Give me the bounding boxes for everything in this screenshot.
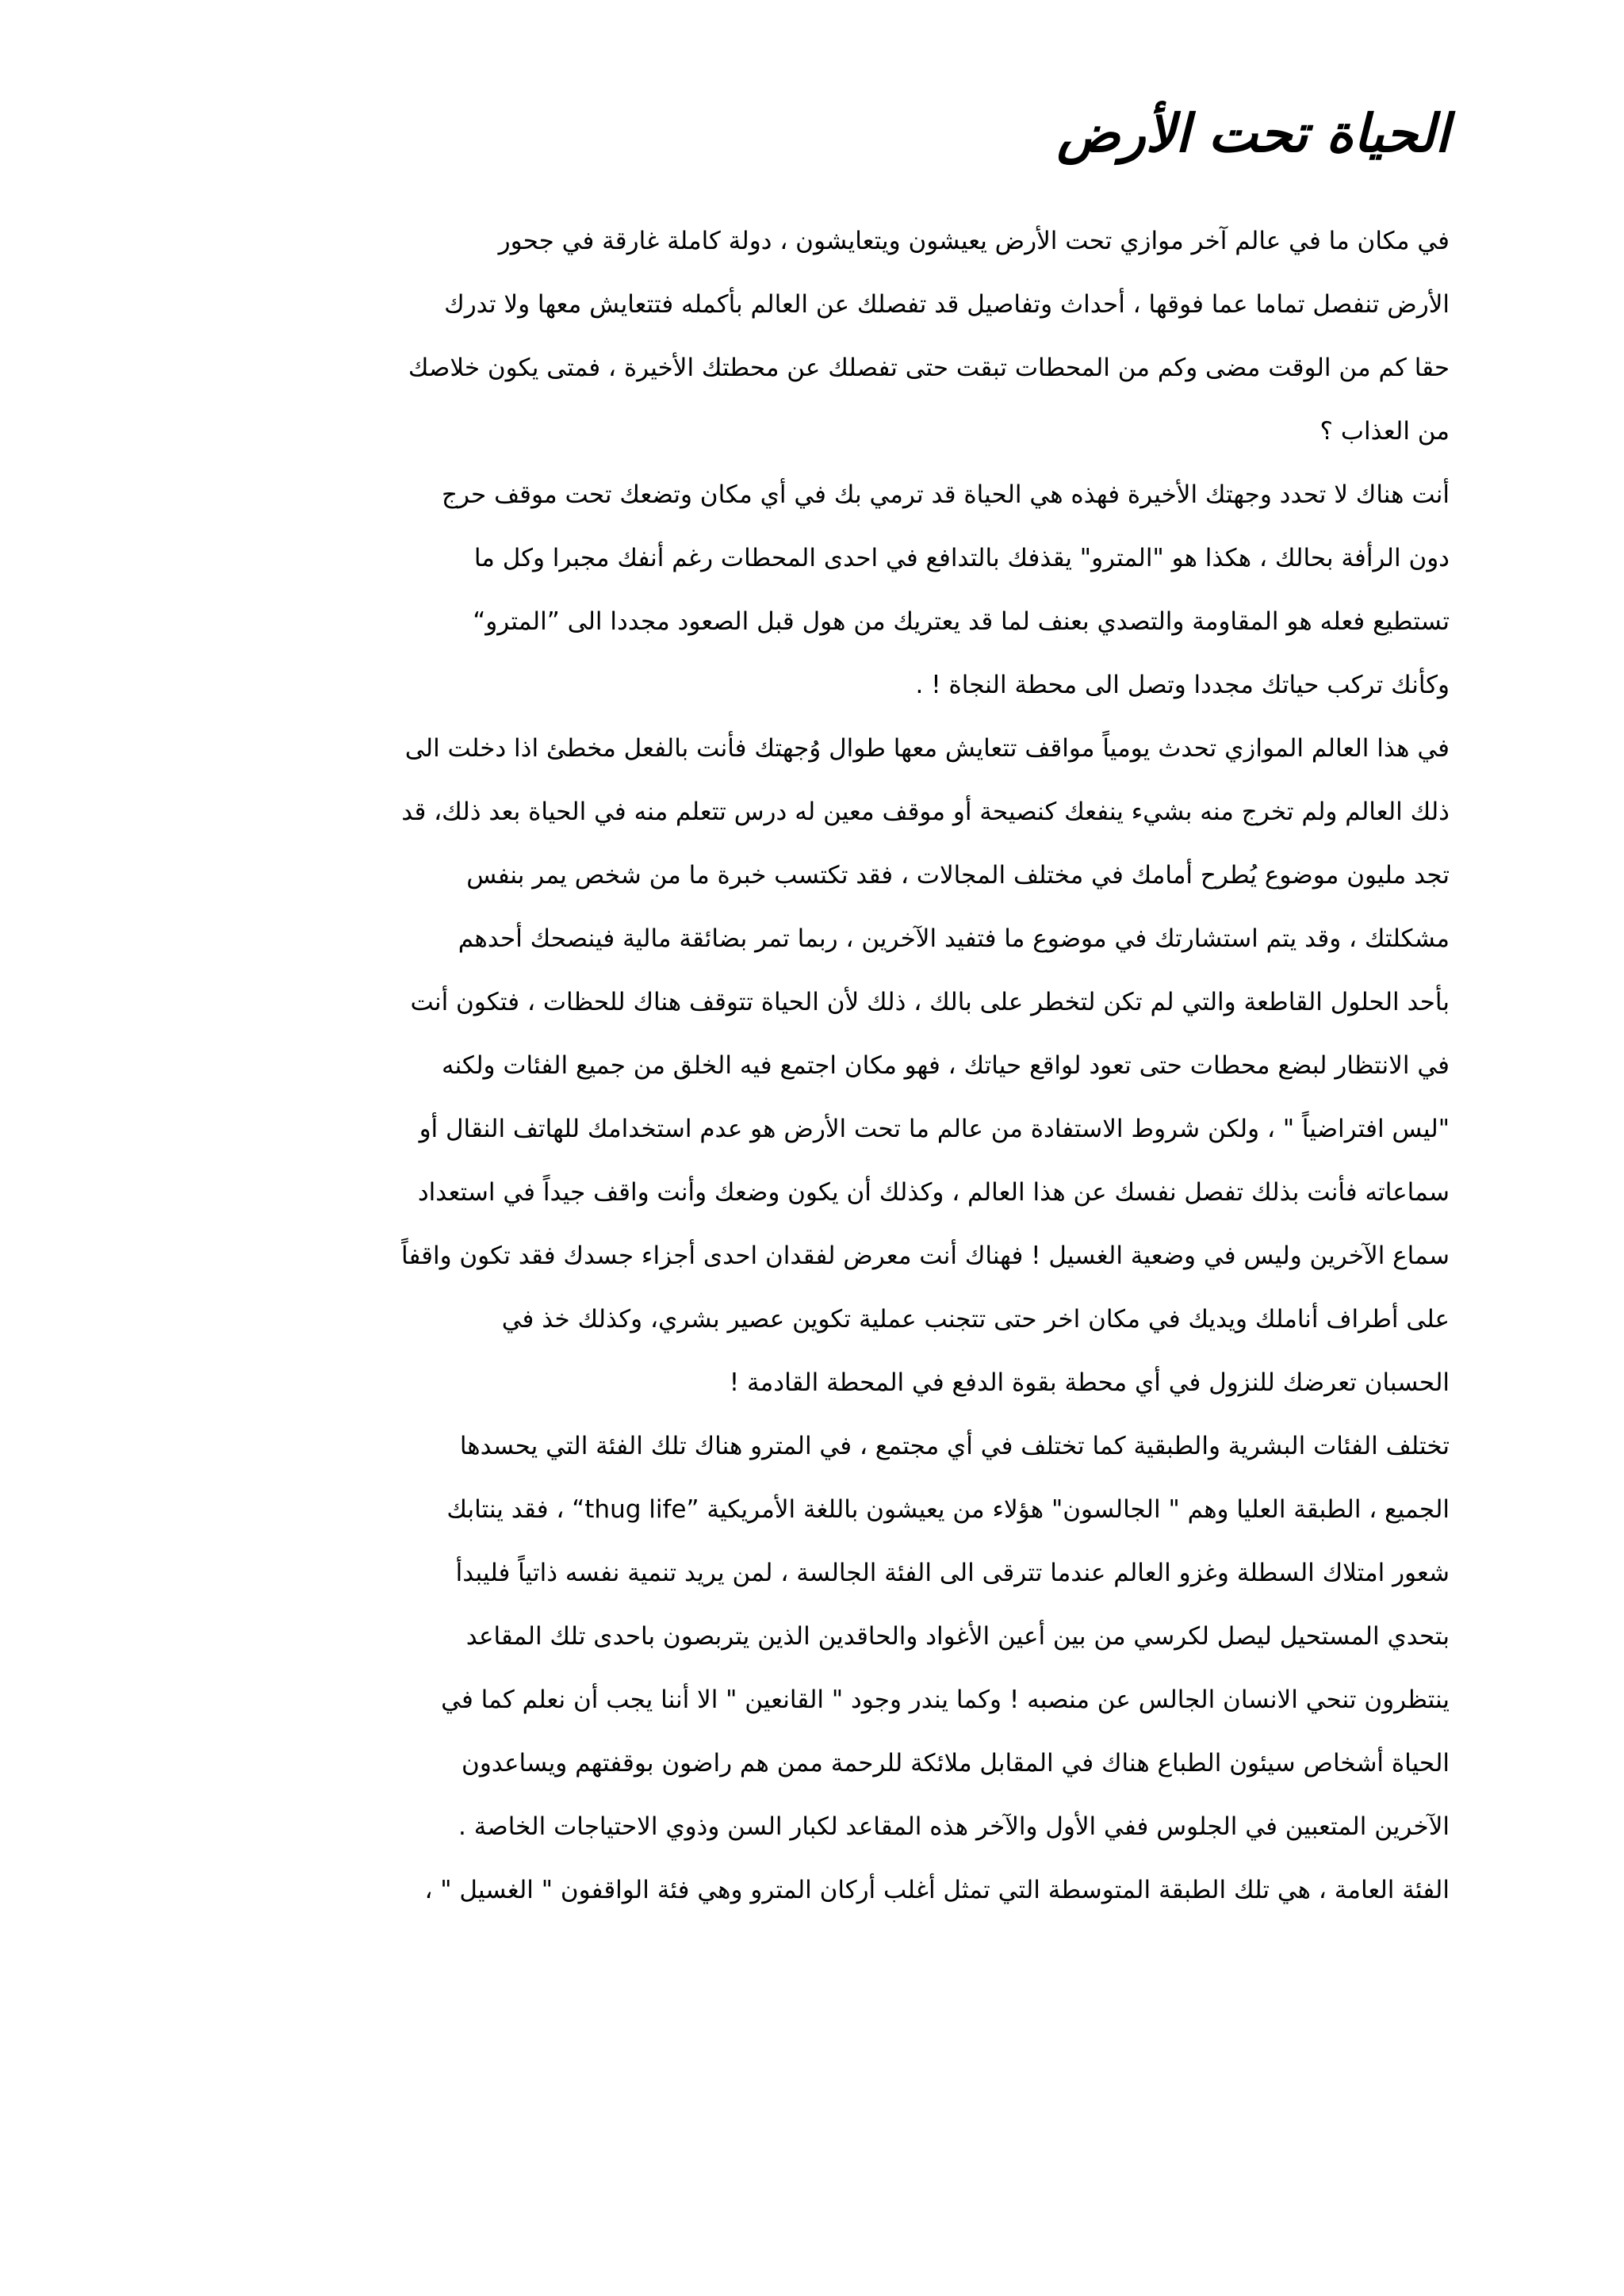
text-line: أنت هناك لا تحدد وجهتك الأخيرة فهذه هي الحياة قد ترمي بك في أي مكان وتضعك تحت موقف حرج bbox=[441, 480, 1450, 509]
text-line: تجد مليون موضوع يُطرح أمامك في مختلف المجالات ، فقد تكتسب خبرة ما من شخص يمر بنفس bbox=[466, 861, 1450, 890]
text-line: الحسبان تعرضك للنزول في أي محطة بقوة الدفع في المحطة القادمة ! bbox=[729, 1368, 1450, 1397]
document-body bbox=[222, 209, 1450, 1922]
text-line: الآخرين المتعبين في الجلوس ففي الأول والآخر هذه المقاعد لكبار السن وذوي الاحتياجات الخاصة . bbox=[458, 1812, 1450, 1841]
text-line: ذلك العالم ولم تخرج منه بشيء ينفعك كنصيحة أو موقف معين له درس تتعلم منه في الحياة بعد ذلك، قد bbox=[401, 798, 1450, 826]
document-title: الحياة تحت الأرض bbox=[1056, 102, 1450, 164]
text-line: حقا كم من الوقت مضى وكم من المحطات تبقت حتى تفصلك عن محطتك الأخيرة ، فمتى يكون خلاصك bbox=[408, 354, 1450, 382]
text-line: بأحد الحلول القاطعة والتي لم تكن لتخطر على بالك ، ذلك لأن الحياة تتوقف هناك للحظات ، فتكون أنت bbox=[410, 988, 1450, 1016]
text-line: الحياة أشخاص سيئون الطباع هناك في المقابل ملائكة للرحمة ممن هم راضون بوقفتهم ويساعدون bbox=[462, 1749, 1450, 1777]
text-line: سماع الآخرين وليس في وضعية الغسيل ! فهناك أنت معرض لفقدان احدى أجزاء جسدك فقد تكون واقفاً bbox=[401, 1242, 1450, 1270]
text-line: في هذا العالم الموازي تحدث يومياً مواقف تتعايش معها طوال وُجهتك فأنت بالفعل مخطئ اذا دخلت الى bbox=[404, 734, 1450, 763]
text-line: "ليس افتراضياً " ، ولكن شروط الاستفادة من عالم ما تحت الأرض هو عدم استخدامك للهاتف النقال أو bbox=[419, 1115, 1450, 1143]
text-line: تستطيع فعله هو المقاومة والتصدي بعنف لما قد يعتريك من هول قبل الصعود مجددا الى ”المترو“ bbox=[473, 607, 1450, 636]
text-line: بتحدي المستحيل ليصل لكرسي من بين أعين الأغواد والحاقدين الذين يتربصون باحدى تلك المقاعد bbox=[465, 1622, 1450, 1651]
text-line: وكأنك تركب حياتك مجددا وتصل الى محطة النجاة ! . bbox=[915, 671, 1450, 699]
text-line: الجميع ، الطبقة العليا وهم " الجالسون" هؤلاء من يعيشون باللغة الأمريكية ”thug life“ ، فقد ينتابك bbox=[446, 1495, 1450, 1524]
text-line: من العذاب ؟ bbox=[1320, 417, 1450, 446]
text-line: سماعاته فأنت بذلك تفصل نفسك عن هذا العالم ، وكذلك أن يكون وضعك وأنت واقف جيداً في استعداد bbox=[417, 1178, 1450, 1207]
text-line: شعور امتلاك السطلة وغزو العالم عندما تترقى الى الفئة الجالسة ، لمن يريد تنمية نفسه ذاتياً فليبدأ bbox=[455, 1559, 1450, 1587]
text-line: ينتظرون تنحي الانسان الجالس عن منصبه ! وكما يندر وجود " القانعين " الا أننا يجب أن نعلم كما في bbox=[441, 1686, 1450, 1714]
text-line: مشكلتك ، وقد يتم استشارتك في موضوع ما فتفيد الآخرين ، ربما تمر بضائقة مالية فينصحك أحدهم bbox=[458, 924, 1450, 953]
text-line: دون الرأفة بحالك ، هكذا هو "المترو" يقذفك بالتدافع في احدى المحطات رغم أنفك مجبرا وكل ما bbox=[473, 544, 1450, 572]
text-line: على أطراف أناملك ويديك في مكان اخر حتى تتجنب عملية تكوين عصير بشري، وكذلك خذ في bbox=[501, 1305, 1450, 1334]
text-line: في الانتظار لبضع محطات حتى تعود لواقع حياتك ، فهو مكان اجتمع فيه الخلق من جميع الفئات ولكنه bbox=[442, 1051, 1450, 1080]
text-line: تختلف الفئات البشرية والطبقية كما تختلف في أي مجتمع ، في المترو هناك تلك الفئة التي يحسدها bbox=[459, 1432, 1450, 1460]
text-line: الفئة العامة ، هي تلك الطبقة المتوسطة التي تمثل أغلب أركان المترو وهي فئة الواقفون " الغسيل " ، bbox=[424, 1876, 1450, 1904]
text-line: الأرض تنفصل تماما عما فوقها ، أحداث وتفاصيل قد تفصلك عن العالم بأكمله فتتعايش معها ولا تدرك bbox=[444, 290, 1450, 319]
text-line: في مكان ما في عالم آخر موازي تحت الأرض يعيشون ويتعايشون ، دولة كاملة غارقة في جحور bbox=[498, 227, 1450, 255]
